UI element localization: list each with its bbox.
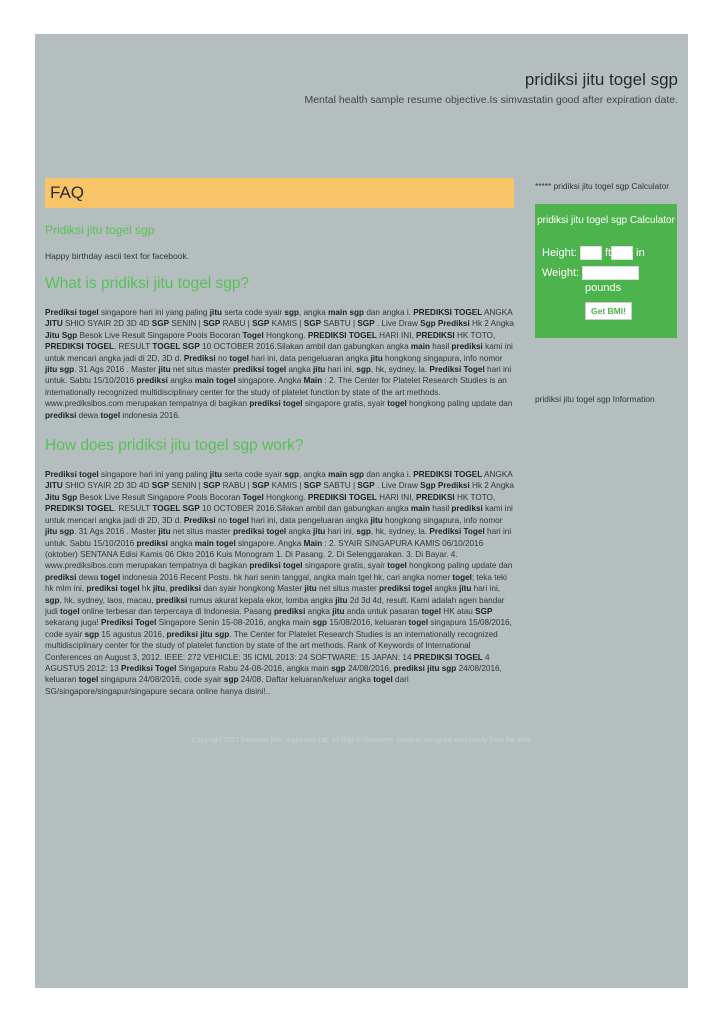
bold-keyword: prediksi (273, 606, 306, 616)
bold-keyword: sgp (312, 618, 328, 628)
text-run: hasil (430, 504, 452, 514)
entry-title[interactable]: Pridiksi jitu togel sgp (45, 223, 155, 237)
height-inches-input[interactable] (611, 246, 633, 260)
text-run: . RESULT (114, 504, 153, 514)
bold-keyword: prediksi (451, 504, 483, 514)
text-run: dewa (76, 572, 101, 582)
bold-keyword: JITU (45, 319, 63, 329)
bold-keyword: Togel (242, 330, 264, 340)
bold-keyword: jitu sgp (45, 365, 75, 375)
page-container (35, 34, 688, 988)
text-run: ANGKA (482, 308, 513, 317)
text-run: Hk 2 Angka (469, 481, 514, 491)
bold-keyword: jitu (335, 595, 348, 605)
text-run: Hk 2 Angka (469, 319, 514, 329)
bold-keyword: prediksi (451, 342, 483, 352)
bold-keyword: jitu (152, 584, 166, 594)
text-run: singapore hari ini yang paling (98, 470, 210, 480)
calculator-title: pridiksi jitu togel sgp Calculator (537, 215, 675, 226)
pounds-unit: pounds (585, 282, 622, 294)
bold-keyword: togel (373, 675, 393, 685)
bold-keyword: Prediksi Togel (121, 663, 177, 673)
bold-keyword: PREDIKSI (416, 330, 455, 340)
bold-keyword: sgp (223, 675, 239, 685)
bold-keyword: SGP (303, 481, 322, 491)
bold-keyword: prediksi (136, 538, 168, 548)
text-run: dan angka i. (364, 470, 414, 480)
bold-keyword: Prediksi (183, 515, 216, 525)
get-bmi-button[interactable]: Get BMI! (585, 302, 632, 320)
text-run: . 31 Ags 2016 . Master (74, 527, 159, 537)
calculator-heading: ***** pridiksi jitu togel sgp Calculator (535, 181, 670, 191)
text-run: indonesia 2016. (120, 410, 181, 420)
text-run: HK TOTO, (454, 492, 496, 502)
text-run: Hongkong. (263, 330, 308, 340)
bold-keyword: TOGEL SGP (152, 504, 200, 514)
bold-keyword: prediksi togel (86, 584, 140, 594)
bold-keyword: jitu (459, 584, 472, 594)
text-run: hongkong singapura, info nomor (382, 515, 503, 525)
bold-keyword: togel (78, 675, 99, 685)
entry-summary: Happy birthday ascii text for facebook. (45, 251, 190, 261)
bold-keyword: Prediksi Togel (429, 365, 485, 375)
bold-keyword: SGP (252, 481, 270, 491)
text-run: 24/08/2016, keluaran (45, 663, 502, 685)
text-run: singapore gratis, syair (302, 399, 388, 409)
text-run: hongkong paling update dan (406, 399, 513, 409)
bold-keyword: main (410, 504, 431, 514)
text-run: SABTU | (321, 319, 358, 329)
bold-keyword: Prediksi Togel (101, 618, 157, 628)
text-run: hari ini, (325, 365, 357, 375)
text-run: rumus akurat kepala ekor, lomba angka (187, 595, 336, 605)
bold-keyword: main (410, 342, 431, 352)
bold-keyword: togel (60, 606, 80, 616)
text-run: 10 OCTOBER 2016.Silakan ambil dan gabungkan angka (199, 342, 411, 352)
text-run: dan syair hongkong Master (201, 584, 305, 594)
bold-keyword: Jitu Sgp (45, 492, 78, 502)
bold-keyword: main sgp (328, 308, 365, 317)
bold-keyword: PREDIKSI TOGEL (413, 652, 483, 662)
bold-keyword: Prediksi Togel (429, 527, 485, 537)
bold-keyword: SGP (151, 481, 170, 491)
text-run: singapore. Angka (235, 376, 304, 386)
bold-keyword: prediksi (45, 410, 77, 420)
bold-keyword: PREDIKSI TOGEL (45, 342, 114, 352)
bold-keyword: prediksi (136, 376, 168, 386)
text-run: Besok Live Result Singapore Pools Bocoran (77, 492, 243, 502)
bold-keyword: sgp (331, 663, 346, 673)
bold-keyword: jitu (158, 527, 171, 537)
text-run: 15/08/2016, keluaran (327, 618, 409, 628)
bold-keyword: PREDIKSI (416, 492, 455, 502)
information-link[interactable]: pridiksi jitu togel sgp Information (535, 394, 655, 404)
sidebar (535, 181, 683, 404)
bold-keyword: jitu (209, 308, 223, 317)
text-run: net situs master (170, 365, 233, 375)
text-run: dari SG/singapore/singapur/singapure secara online hanya disini!.. (45, 675, 409, 696)
bold-keyword: SGP (357, 481, 375, 491)
text-run: Singapore Senin 15-08-2016, angka main (156, 618, 313, 628)
bold-keyword: PREDIKSI TOGEL (413, 470, 483, 480)
text-run: SENIN | (169, 481, 204, 491)
site-title[interactable]: pridiksi jitu togel sgp (524, 70, 678, 89)
height-row (542, 246, 645, 260)
bold-keyword: Prediksi togel (45, 470, 99, 480)
text-run: hari ini untuk. Sabtu 15/10/2016 (45, 365, 512, 386)
text-run: hari ini, data pengeluaran angka (248, 515, 371, 525)
text-run: SHIO SYAIR 2D 3D 4D (62, 319, 152, 329)
text-run: : 2. The Center for Platelet Research Studies is an internationally recognized multidisciplinary center for the study of platelet function by state of the art methods. www.prediksibos.com merupakan tempatnya di bagikan (45, 376, 507, 409)
text-run: singapore gratis, syair (302, 561, 388, 571)
text-run: 24/08/2016, (345, 663, 394, 673)
text-run: online terbesar dan terpercaya di Indonesia. Pasang (79, 606, 274, 616)
text-run: , angka (298, 470, 329, 480)
bold-keyword: togel (387, 399, 407, 409)
bold-keyword: jitu (158, 365, 171, 375)
weight-row (542, 266, 639, 280)
bold-keyword: SGP (203, 319, 221, 329)
bold-keyword: jitu (209, 470, 223, 480)
bold-keyword: SGP (203, 481, 221, 491)
text-run: singapura 24/08/2016, code syair (98, 675, 224, 685)
text-run: serta code syair (222, 308, 285, 317)
bold-keyword: prediksi (45, 572, 77, 582)
bold-keyword: jitu (370, 353, 383, 363)
section-heading-how: How does pridiksi jitu togel sgp work? (45, 437, 304, 455)
bmi-calculator (535, 204, 677, 338)
text-run: angka (286, 527, 314, 537)
site-header (304, 70, 678, 106)
bold-keyword: PREDIKSI TOGEL (307, 492, 377, 502)
bold-keyword: sgp (45, 595, 60, 605)
text-run: net situs master (316, 584, 380, 594)
text-run: . Live Draw (374, 481, 421, 491)
bold-keyword: prediksi (155, 595, 188, 605)
bold-keyword: PREDIKSI TOGEL (307, 330, 377, 340)
text-run: singapore. Angka (235, 538, 304, 548)
text-run: Hongkong. (263, 492, 308, 502)
bold-keyword: togel (387, 561, 407, 571)
bold-keyword: jitu (313, 365, 326, 375)
bold-keyword: prediksi togel (249, 561, 303, 571)
bold-keyword: Main (303, 538, 323, 548)
bold-keyword: prediksi togel (232, 365, 287, 375)
text-run: SHIO SYAIR 2D 3D 4D (62, 481, 152, 491)
bold-keyword: togel (452, 572, 472, 582)
bold-keyword: main sgp (328, 470, 365, 480)
bold-keyword: prediksi jitu sgp (166, 629, 230, 639)
text-run: HK TOTO, (454, 330, 496, 340)
faq-bar (45, 178, 514, 208)
bold-keyword: togel (100, 572, 121, 582)
text-run: , hk, sydney, la. (370, 365, 430, 375)
bold-keyword: togel (100, 410, 121, 420)
bold-keyword: jitu (304, 584, 317, 594)
bold-keyword: Main (303, 376, 323, 386)
bold-keyword: SGP (303, 319, 322, 329)
text-run: . Live Draw (374, 319, 421, 329)
weight-input[interactable] (582, 266, 639, 280)
footer-copyright: Copyright 2017 Feliwebs.info. Inglorious Ltd. All Rights Reserved. Content designed exclusively from the Web (191, 737, 532, 744)
bold-keyword: jitu (332, 606, 345, 616)
text-run: hari ini untuk. Sabtu 15/10/2016 (45, 527, 512, 548)
text-run: : 2. SYAIR SINGAPURA KAMIS 06/10/2016 (oktober) SENTANA Edisi Kamis 06 Okto 2016 Kuis Monogram 1. Di Pasang. 2. Di Selenggarakan. 3. Di Bayar. 4. www.prediksibos.com merupakan tempatnya di bagikan (45, 538, 484, 571)
section-heading-what: What is pridiksi jitu togel sgp? (45, 275, 250, 292)
text-run: angka (305, 606, 333, 616)
text-run: sekarang juga! (45, 618, 101, 628)
bold-keyword: prediksi togel (232, 527, 287, 537)
text-run: KAMIS | (269, 319, 304, 329)
feet-unit: ft (604, 246, 612, 259)
bold-keyword: sgp (84, 629, 100, 639)
text-run: ; teka teki hk mlm ini, (45, 572, 507, 594)
text-run: serta code syair (222, 470, 285, 480)
text-run: angka (167, 376, 195, 386)
text-run: ANGKA (482, 470, 513, 480)
text-run: hongkong singapura, info nomor (382, 353, 503, 363)
text-run: 15 agustus 2016, (99, 629, 167, 639)
bold-keyword: sgp (356, 365, 371, 375)
bold-keyword: jitu sgp (45, 527, 75, 537)
bold-keyword: PREDIKSI TOGEL (45, 504, 114, 514)
bold-keyword: Prediksi (183, 353, 216, 363)
text-run: kami ini untuk mencari angka jadi di 2D, 3D d. (45, 342, 513, 363)
bold-keyword: sgp (284, 470, 299, 480)
text-run: RABU | (220, 481, 253, 491)
text-run: hari ini, (471, 584, 501, 594)
bold-keyword: SGP (475, 606, 493, 616)
inches-unit: in (636, 246, 645, 259)
text-run: , angka (298, 308, 329, 317)
text-run: HARI INI, (376, 330, 417, 340)
text-run: KAMIS | (269, 481, 304, 491)
bold-keyword: jitu (370, 515, 383, 525)
bold-keyword: SGP (151, 319, 170, 329)
text-run: HARI INI, (376, 492, 417, 502)
text-run: kami ini untuk mencari angka jadi di 2D, 3D d. (45, 504, 513, 525)
text-run: singapore hari ini yang paling (98, 308, 210, 317)
text-run: angka (286, 365, 314, 375)
text-run: . The Center for Platelet Research Studies is an internationally recognized multidisciplinary center for the study of platelet function by state of the art methods. Rank of Keywords of International Conferences on August 3, 2012. IEEE: 272 VEHICLE: 35 ICML 2013: 24 SOFTWARE: 15 JAPAN: 14 (45, 629, 498, 662)
bold-keyword: togel (229, 515, 249, 525)
bold-keyword: Jitu Sgp (45, 330, 78, 340)
text-run: RABU | (220, 319, 253, 329)
site-description: Mental health sample resume objective.Is simvastatin good after expiration date. (304, 94, 678, 106)
text-run: indonesia 2016 Recent Posts. hk hari senin tanggal, angka main tgel hk, cari angka nomer (120, 572, 453, 582)
bold-keyword: togel (421, 606, 441, 616)
bold-keyword: togel (408, 618, 429, 628)
bold-keyword: main togel (194, 376, 236, 386)
bold-keyword: prediksi jitu sgp (393, 663, 457, 673)
text-run: hari ini, data pengeluaran angka (248, 353, 371, 363)
bold-keyword: prediksi togel (249, 399, 303, 409)
text-run: 24/08. Daftar keluaran/keluar angka (238, 675, 374, 685)
bold-keyword: prediksi (169, 584, 202, 594)
bold-keyword: Togel (242, 492, 264, 502)
bold-keyword: TOGEL SGP (152, 342, 200, 352)
text-run: . RESULT (114, 342, 153, 352)
text-run: angka (167, 538, 195, 548)
text-run: 10 OCTOBER 2016.Silakan ambil dan gabungkan angka (199, 504, 411, 514)
text-run: anda untuk pasaran (344, 606, 422, 616)
text-run: , hk, sydney, laos, macau, (59, 595, 156, 605)
text-run: hongkong paling update dan (406, 561, 513, 571)
bold-keyword: PREDIKSI TOGEL (413, 308, 483, 317)
bold-keyword: prediksi togel (379, 584, 433, 594)
text-run: , hk, sydney, la. (370, 527, 430, 537)
height-label: Height: (542, 246, 577, 259)
bold-keyword: sgp (356, 527, 371, 537)
bold-keyword: Sgp Prediksi (420, 319, 470, 329)
text-run: dewa (76, 410, 101, 420)
text-run: no (215, 353, 230, 363)
text-run: hasil (430, 342, 452, 352)
faq-label: FAQ (50, 183, 85, 202)
bold-keyword: SGP (252, 319, 270, 329)
text-run: 4 AGUSTUS 2012: 13 (45, 652, 490, 673)
text-run: Besok Live Result Singapore Pools Bocoran (77, 330, 243, 340)
bold-keyword: JITU (45, 481, 63, 491)
bold-keyword: togel (229, 353, 249, 363)
weight-label: Weight: (542, 266, 580, 279)
text-run: 2d 3d 4d, result. Kami adalah agen bandar judi (45, 595, 505, 616)
text-run: . 31 Ags 2016 . Master (74, 365, 159, 375)
text-run: SENIN | (169, 319, 204, 329)
main-content (45, 178, 514, 697)
section-paragraph-what (45, 307, 514, 421)
bold-keyword: SGP (357, 319, 375, 329)
text-run: hk (139, 584, 153, 594)
text-run: singapura 15/08/2016, code syair (45, 618, 512, 639)
bold-keyword: Sgp Prediksi (420, 481, 470, 491)
bold-keyword: sgp (284, 308, 299, 317)
text-run: no (215, 515, 230, 525)
text-run: angka (432, 584, 460, 594)
text-run: hari ini, (325, 527, 357, 537)
section-paragraph-how (45, 469, 514, 697)
bold-keyword: Prediksi togel (45, 308, 99, 317)
text-run: HK atau (441, 606, 476, 616)
text-run: SABTU | (321, 481, 358, 491)
text-run: , (165, 584, 170, 594)
bold-keyword: main togel (194, 538, 236, 548)
bold-keyword: jitu (313, 527, 326, 537)
text-run: net situs master (170, 527, 233, 537)
text-run: Singapura Rabu 24-08-2016, angka main (176, 663, 332, 673)
height-feet-input[interactable] (580, 246, 602, 260)
text-run: dan angka i. (364, 308, 414, 317)
